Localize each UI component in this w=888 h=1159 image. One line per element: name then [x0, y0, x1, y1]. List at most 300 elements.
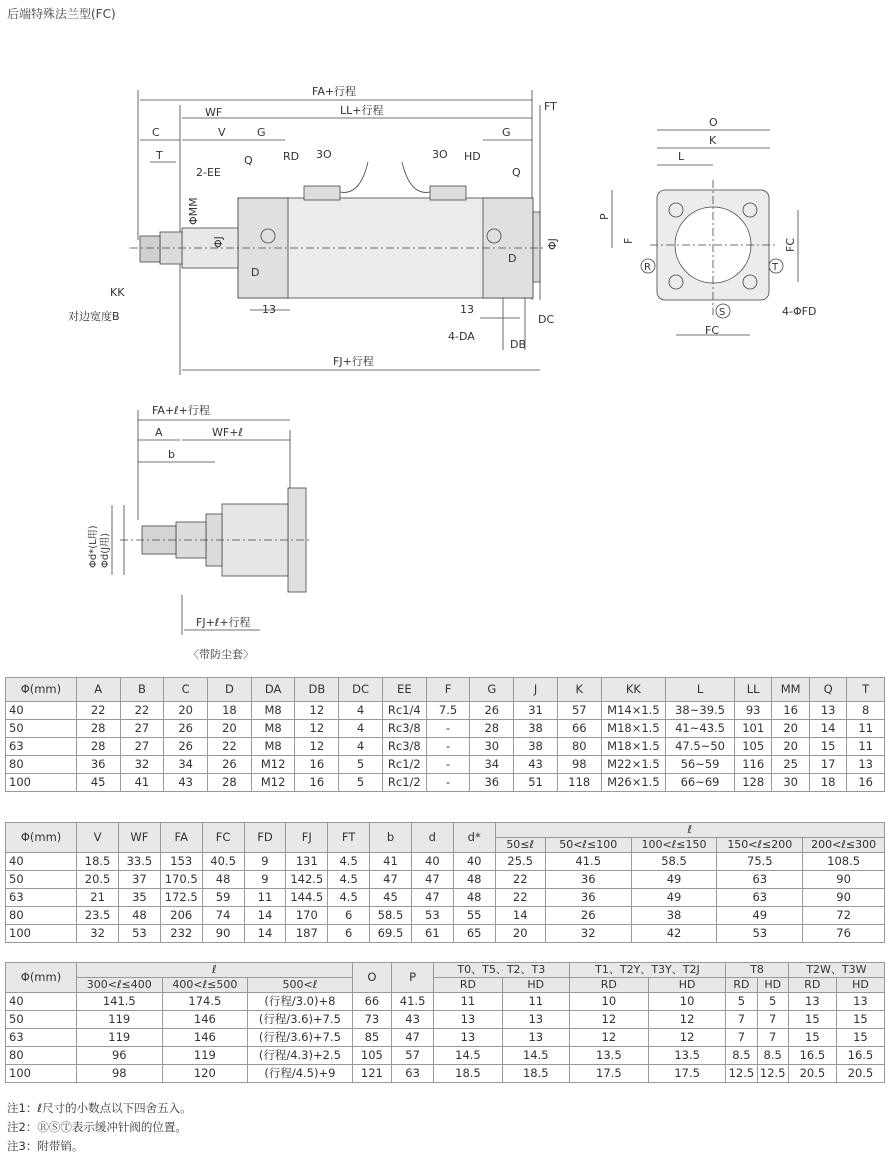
table2-header-cell: d*	[453, 823, 495, 853]
table3-cell: 13.5	[649, 1047, 726, 1065]
table3-group-header: T2W、T3W	[788, 963, 884, 978]
table3-header-row	[6, 963, 885, 978]
dim-v-label: V	[218, 126, 226, 139]
table2-cell: 20.5	[77, 871, 119, 889]
table3-cell: 12	[569, 1029, 648, 1047]
table1-cell: 93	[734, 702, 771, 720]
table3-header-cell: O	[352, 963, 392, 993]
end-fc-vertical-label: FC	[784, 237, 797, 252]
table3-cell: 73	[352, 1011, 392, 1029]
table1-row	[6, 738, 885, 756]
table3-cell: 13	[788, 993, 836, 1011]
table1-cell: M14×1.5	[601, 702, 666, 720]
table2-cell: 90	[202, 925, 244, 943]
table3-subheader-cell: HD	[836, 978, 884, 993]
table1-cell: 63	[6, 738, 77, 756]
table1-header-cell: T	[847, 678, 885, 702]
table3-cell: 20.5	[788, 1065, 836, 1083]
table2-row	[6, 853, 885, 871]
table3-cell: (行程/3.6)+7.5	[248, 1029, 352, 1047]
table1-cell: 38	[514, 720, 558, 738]
table3-cell: 10	[569, 993, 648, 1011]
table1-row	[6, 720, 885, 738]
table2-cell: 49	[631, 889, 717, 907]
boot-d-star-label: Φd*(L用)	[88, 525, 99, 568]
table1-cell: 28	[470, 720, 514, 738]
table3-cell: 50	[6, 1011, 77, 1029]
table3-subheader-cell: RD	[433, 978, 502, 993]
table1-cell: 31	[514, 702, 558, 720]
table1-cell: 18	[809, 774, 846, 792]
note-1: 注1：ℓ尺寸的小数点以下四舍五入。	[7, 1101, 192, 1115]
table1-cell: 12	[295, 702, 339, 720]
table1-cell: 128	[734, 774, 771, 792]
table2-cell: 36	[545, 889, 631, 907]
table1-row	[6, 774, 885, 792]
table1-cell: 22	[76, 702, 120, 720]
table2-header-cell: FT	[328, 823, 370, 853]
table1-cell: 20	[208, 720, 252, 738]
table2-cell: 40	[453, 853, 495, 871]
notes	[7, 1099, 192, 1156]
table3-header-cell: Φ(mm)	[6, 963, 77, 993]
table2-cell: 11	[244, 889, 286, 907]
table1-cell: 41	[120, 774, 164, 792]
table1-cell: 16	[772, 702, 809, 720]
dim-ll-label: LL+行程	[340, 104, 384, 117]
table2-cell: 20	[495, 925, 545, 943]
table2-cell: 58.5	[370, 907, 412, 925]
table2-cell: 108.5	[803, 853, 885, 871]
table2-cell: 90	[803, 871, 885, 889]
table2-cell: 40	[411, 853, 453, 871]
table1-header-cell: G	[470, 678, 514, 702]
dim-d-left-label: D	[251, 266, 260, 279]
table2-cell: 45	[370, 889, 412, 907]
table3-cell: 85	[352, 1029, 392, 1047]
table3-row	[6, 1047, 885, 1065]
dim-g-right-label: G	[502, 126, 511, 139]
spec-table-2	[5, 822, 885, 943]
table1-header-cell: F	[426, 678, 470, 702]
table1-cell: 105	[734, 738, 771, 756]
table1-cell: -	[426, 738, 470, 756]
table1-cell: 98	[557, 756, 601, 774]
table1-cell: M18×1.5	[601, 720, 666, 738]
table2-cell: 47	[370, 871, 412, 889]
needle-valve-t-marker: T	[772, 262, 779, 273]
dim-fa-label: FA+行程	[312, 85, 357, 98]
end-fd-label: 4-ΦFD	[782, 305, 817, 318]
dim-13-left-label: 13	[262, 303, 276, 316]
table1-cell: 16	[295, 774, 339, 792]
table1-cell: 57	[557, 702, 601, 720]
table2-cell: 42	[631, 925, 717, 943]
table3-cell: 41.5	[392, 993, 434, 1011]
table2-cell: 144.5	[286, 889, 328, 907]
table3-cell: 15	[836, 1011, 884, 1029]
table1-cell: 43	[514, 756, 558, 774]
table1-cell: 25	[772, 756, 809, 774]
table3-cell: 105	[352, 1047, 392, 1065]
table3-cell: 14.5	[433, 1047, 502, 1065]
table2-header-cell: d	[411, 823, 453, 853]
table1-cell: -	[426, 720, 470, 738]
table3-cell: 43	[392, 1011, 434, 1029]
table3-body	[6, 993, 885, 1083]
table1-cell: M8	[251, 702, 295, 720]
table3-subheader-cell: RD	[569, 978, 648, 993]
table2-cell: 6	[328, 925, 370, 943]
table2-cell: 232	[160, 925, 202, 943]
boot-d-label: Φd(J用)	[100, 533, 111, 568]
table2-cell: 35	[119, 889, 161, 907]
table2-subheader-cell: 100<ℓ≤150	[631, 838, 717, 853]
end-l-label: L	[678, 150, 685, 163]
table1-cell: 118	[557, 774, 601, 792]
table2-header-cell: b	[370, 823, 412, 853]
table2-cell: 63	[717, 889, 803, 907]
table2-cell: 26	[545, 907, 631, 925]
table3-cell: (行程/4.5)+9	[248, 1065, 352, 1083]
table3-cell: 13	[502, 1029, 569, 1047]
table2-subheader-cell: 50<ℓ≤100	[545, 838, 631, 853]
table1-cell: 101	[734, 720, 771, 738]
boot-caption: 〈带防尘套〉	[188, 648, 254, 660]
table3-cell: 63	[6, 1029, 77, 1047]
table1-cell: 47.5~50	[666, 738, 735, 756]
table3-cell: 120	[162, 1065, 248, 1083]
table1-cell: 26	[164, 720, 208, 738]
table3-subheader-cell: 500<ℓ	[248, 978, 352, 993]
table2-cell: 65	[453, 925, 495, 943]
table2-subheader-cell: 200<ℓ≤300	[803, 838, 885, 853]
table3-cell: (行程/3.6)+7.5	[248, 1011, 352, 1029]
table2-header-cell: FD	[244, 823, 286, 853]
dim-dc-label: DC	[538, 313, 555, 326]
dim-ee-label: 2-EE	[196, 166, 221, 179]
table3-cell: 11	[502, 993, 569, 1011]
table2-cell: 48	[119, 907, 161, 925]
table3-cell: 96	[76, 1047, 162, 1065]
table3-cell: 63	[392, 1065, 434, 1083]
spec-table-3	[5, 962, 885, 1083]
table2-cell: 131	[286, 853, 328, 871]
table1-cell: 34	[470, 756, 514, 774]
table3-cell: 20.5	[836, 1065, 884, 1083]
table3-subheader-cell: HD	[502, 978, 569, 993]
table2-cell: 41	[370, 853, 412, 871]
spec-table-1	[5, 677, 885, 792]
table2-cell: 48	[453, 889, 495, 907]
table3-cell: 12.5	[726, 1065, 757, 1083]
table3-cell: 7	[726, 1029, 757, 1047]
table1-header-cell: B	[120, 678, 164, 702]
table2-cell: 18.5	[77, 853, 119, 871]
table1-header-cell: C	[164, 678, 208, 702]
table1-cell: Rc3/8	[382, 738, 426, 756]
needle-valve-s-marker: S	[719, 307, 726, 318]
table1-cell: Rc3/8	[382, 720, 426, 738]
table1-cell: M26×1.5	[601, 774, 666, 792]
table2-header-cell: FC	[202, 823, 244, 853]
table2-cell: 50	[6, 871, 77, 889]
table3-cell: 8.5	[757, 1047, 788, 1065]
table1-cell: 11	[847, 738, 885, 756]
table3-cell: 121	[352, 1065, 392, 1083]
table3-cell: 174.5	[162, 993, 248, 1011]
table2-cell: 153	[160, 853, 202, 871]
table1-cell: 20	[772, 738, 809, 756]
table1-cell: 12	[295, 738, 339, 756]
table1-body	[6, 702, 885, 792]
table1-cell: 5	[339, 774, 383, 792]
dim-fj-label: FJ+行程	[333, 355, 374, 368]
table1-header-cell: EE	[382, 678, 426, 702]
table2-cell: 61	[411, 925, 453, 943]
end-o-label: O	[709, 116, 718, 129]
dim-t-label: T	[156, 149, 163, 162]
table3-group-header: ℓ	[76, 963, 352, 978]
table1-cell: 20	[772, 720, 809, 738]
table1-header-cell: J	[514, 678, 558, 702]
dim-b-label: 对边宽度B	[68, 310, 120, 323]
table2-cell: 21	[77, 889, 119, 907]
dim-d-right-label: D	[508, 252, 517, 265]
table1-cell: 28	[76, 738, 120, 756]
table1-header-cell: DC	[339, 678, 383, 702]
dim-g-left-label: G	[257, 126, 266, 139]
table2-cell: 69.5	[370, 925, 412, 943]
table3-subheader-cell: 300<ℓ≤400	[76, 978, 162, 993]
end-p-label: P	[598, 213, 611, 220]
table2-subheader-cell: 150<ℓ≤200	[717, 838, 803, 853]
table2-body	[6, 853, 885, 943]
table2-cell: 80	[6, 907, 77, 925]
table1-cell: 14	[809, 720, 846, 738]
table1-header-cell: A	[76, 678, 120, 702]
table1-cell: M12	[251, 774, 295, 792]
table2-header-row	[6, 823, 885, 838]
table2-cell: 4.5	[328, 853, 370, 871]
table2-cell: 40	[6, 853, 77, 871]
table1-cell: 41~43.5	[666, 720, 735, 738]
table1-header-cell: D	[208, 678, 252, 702]
table3-cell: 66	[352, 993, 392, 1011]
table2-cell: 6	[328, 907, 370, 925]
table1-cell: 100	[6, 774, 77, 792]
table1-cell: 22	[208, 738, 252, 756]
table1-row	[6, 702, 885, 720]
table3-cell: 18.5	[502, 1065, 569, 1083]
table3-cell: 15	[788, 1011, 836, 1029]
table1-row	[6, 756, 885, 774]
table2-cell: 36	[545, 871, 631, 889]
boot-a-label: A	[155, 426, 163, 439]
table3-cell: 141.5	[76, 993, 162, 1011]
table1-cell: -	[426, 774, 470, 792]
dim-ft-label: FT	[544, 100, 557, 113]
dim-o-left-label: 3O	[316, 148, 332, 161]
table1-cell: 4	[339, 720, 383, 738]
table1-cell: 27	[120, 720, 164, 738]
table2-row	[6, 871, 885, 889]
table1-cell: 80	[557, 738, 601, 756]
table1-cell: 38~39.5	[666, 702, 735, 720]
dim-kk-label: KK	[110, 286, 125, 299]
table2-cell: 23.5	[77, 907, 119, 925]
table1-header-cell: DA	[251, 678, 295, 702]
table2-header-cell: WF	[119, 823, 161, 853]
table2-cell: 9	[244, 871, 286, 889]
table1-cell: 28	[76, 720, 120, 738]
table1-cell: 43	[164, 774, 208, 792]
table3-cell: 119	[162, 1047, 248, 1065]
table2-cell: 59	[202, 889, 244, 907]
table1-cell: 22	[120, 702, 164, 720]
table1-cell: M8	[251, 738, 295, 756]
table2-header-cell: FA	[160, 823, 202, 853]
dim-hd-label: HD	[464, 150, 481, 163]
table3-subheader-cell: HD	[757, 978, 788, 993]
table1-cell: 45	[76, 774, 120, 792]
table3-cell: 57	[392, 1047, 434, 1065]
dim-q-left-label: Q	[244, 154, 253, 167]
table3-cell: 7	[757, 1029, 788, 1047]
table1-cell: 32	[120, 756, 164, 774]
table1-cell: M18×1.5	[601, 738, 666, 756]
table3-cell: 13	[433, 1029, 502, 1047]
table1-header-cell: K	[557, 678, 601, 702]
table2-cell: 48	[453, 871, 495, 889]
table2-cell: 14	[495, 907, 545, 925]
table1-header-cell: Φ(mm)	[6, 678, 77, 702]
dim-q-right-label: Q	[512, 166, 521, 179]
boot-fa-label: FA+ℓ+行程	[152, 404, 210, 417]
table1-header-cell: LL	[734, 678, 771, 702]
table2-cell: 22	[495, 889, 545, 907]
table3-cell: (行程/3.0)+8	[248, 993, 352, 1011]
table3-cell: 14.5	[502, 1047, 569, 1065]
table2-cell: 58.5	[631, 853, 717, 871]
table2-cell: 187	[286, 925, 328, 943]
table2-cell: 90	[803, 889, 885, 907]
table2-cell: 55	[453, 907, 495, 925]
dim-o-right-label: 3O	[432, 148, 448, 161]
table3-subheader-cell: 400<ℓ≤500	[162, 978, 248, 993]
table2-group-header: ℓ	[495, 823, 884, 838]
table3-row	[6, 1065, 885, 1083]
table1-cell: 20	[164, 702, 208, 720]
table2-cell: 72	[803, 907, 885, 925]
table1-cell: M8	[251, 720, 295, 738]
table2-cell: 206	[160, 907, 202, 925]
table1-cell: 36	[76, 756, 120, 774]
table1-cell: 16	[847, 774, 885, 792]
table3-row	[6, 1029, 885, 1047]
table1-cell: 66	[557, 720, 601, 738]
table2-cell: 14	[244, 925, 286, 943]
dim-j-right-label: ΦJ	[546, 238, 559, 250]
table1-cell: 16	[295, 756, 339, 774]
table1-cell: 18	[208, 702, 252, 720]
table2-cell: 47	[411, 889, 453, 907]
table1-cell: Rc1/4	[382, 702, 426, 720]
table3-cell: 13	[502, 1011, 569, 1029]
table2-cell: 49	[631, 871, 717, 889]
table1-cell: 13	[847, 756, 885, 774]
table3-cell: 12	[649, 1011, 726, 1029]
table2-cell: 25.5	[495, 853, 545, 871]
table2-cell: 63	[717, 871, 803, 889]
table2-cell: 41.5	[545, 853, 631, 871]
table2-cell: 75.5	[717, 853, 803, 871]
table2-cell: 170	[286, 907, 328, 925]
dim-mm-label: ΦMM	[187, 197, 200, 225]
table2-subheader-cell: 50≤ℓ	[495, 838, 545, 853]
end-f-label: F	[622, 237, 635, 244]
table1-cell: 15	[809, 738, 846, 756]
table3-cell: 7	[757, 1011, 788, 1029]
table1-cell: Rc1/2	[382, 756, 426, 774]
table1-cell: 36	[470, 774, 514, 792]
table2-cell: 74	[202, 907, 244, 925]
table2-cell: 4.5	[328, 871, 370, 889]
table1-header-cell: Q	[809, 678, 846, 702]
table2-cell: 32	[77, 925, 119, 943]
table1-cell: 50	[6, 720, 77, 738]
table3-cell: 17.5	[649, 1065, 726, 1083]
table3-cell: 12.5	[757, 1065, 788, 1083]
table2-row	[6, 907, 885, 925]
table3-cell: 15	[836, 1029, 884, 1047]
table3-subheader-cell: RD	[726, 978, 757, 993]
table3-cell: 16.5	[788, 1047, 836, 1065]
dim-j-left-label: ΦJ	[212, 236, 225, 248]
table3-row	[6, 993, 885, 1011]
dim-wf-label: WF	[205, 106, 223, 119]
table3-cell: (行程/4.3)+2.5	[248, 1047, 352, 1065]
table3-cell: 7	[726, 1011, 757, 1029]
table3-header-cell: P	[392, 963, 434, 993]
table3-cell: 47	[392, 1029, 434, 1047]
table2-header-cell: V	[77, 823, 119, 853]
table3-cell: 18.5	[433, 1065, 502, 1083]
table3-cell: 11	[433, 993, 502, 1011]
table1-cell: 26	[164, 738, 208, 756]
table2-cell: 38	[631, 907, 717, 925]
note-3: 注3：附带销。	[7, 1139, 84, 1153]
table2-cell: 47	[411, 871, 453, 889]
table1-cell: 51	[514, 774, 558, 792]
table1-cell: M22×1.5	[601, 756, 666, 774]
table3-cell: 12	[649, 1029, 726, 1047]
table3-subheader-cell: HD	[649, 978, 726, 993]
table1-header-cell: KK	[601, 678, 666, 702]
table3-cell: 119	[76, 1029, 162, 1047]
table3-cell: 17.5	[569, 1065, 648, 1083]
table1-cell: 26	[470, 702, 514, 720]
table2-cell: 14	[244, 907, 286, 925]
table1-cell: -	[426, 756, 470, 774]
table2-row	[6, 925, 885, 943]
table1-header-row	[6, 678, 885, 702]
table1-cell: 28	[208, 774, 252, 792]
table1-cell: 12	[295, 720, 339, 738]
end-k-label: K	[709, 134, 717, 147]
table2-cell: 33.5	[119, 853, 161, 871]
table1-cell: 40	[6, 702, 77, 720]
